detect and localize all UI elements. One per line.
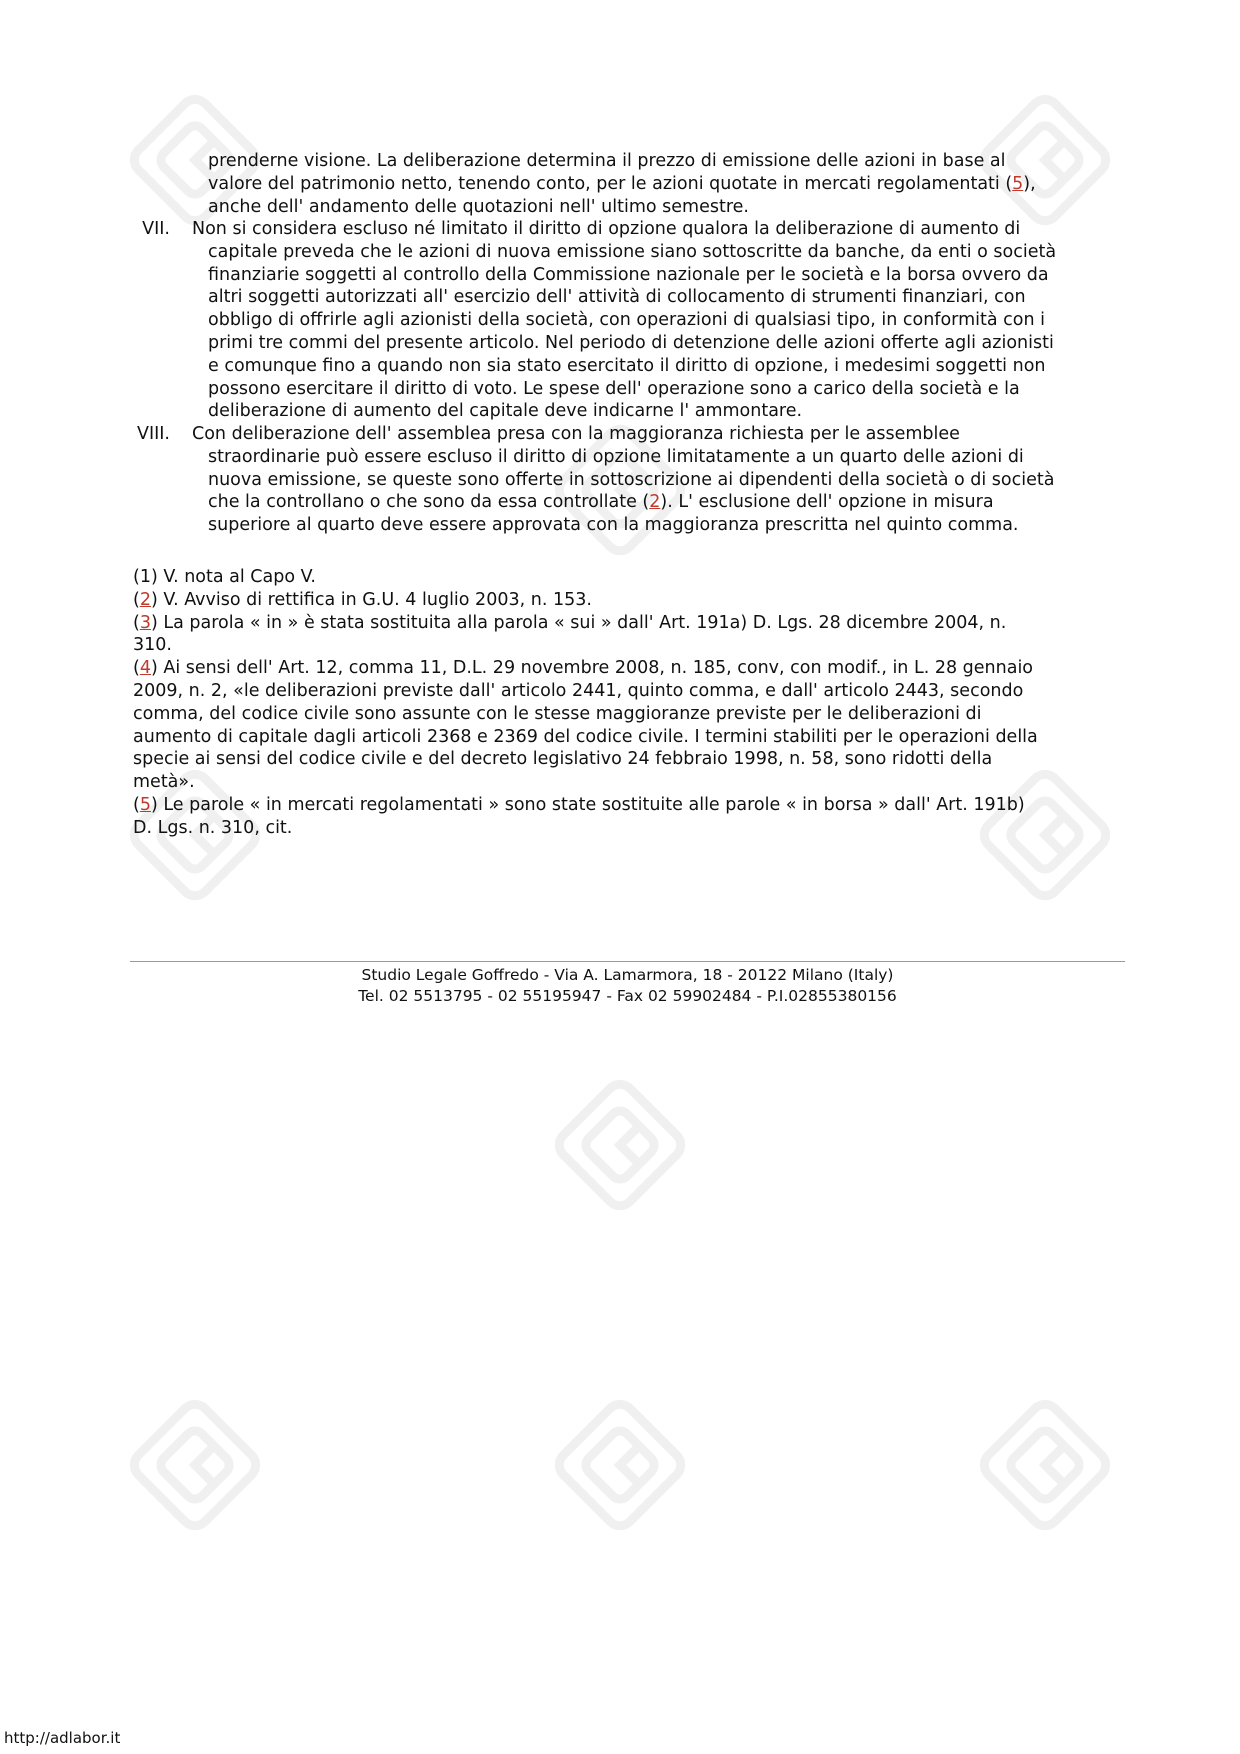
text-line: deliberazione di aumento del capitale deve indicarne l' ammontare.: [208, 401, 803, 422]
footer-divider: [130, 961, 1125, 962]
footnote-line: [133, 703, 1123, 726]
text-line: possono esercitare il diritto di voto. Le spese dell' operazione sono a carico della società e la: [208, 378, 1020, 399]
text-segment: (: [133, 612, 140, 633]
text-segment: ) Le parole « in mercati regolamentati » sono state sostituite alle parole « in borsa » dall' Art. 191b): [150, 794, 1025, 815]
text-segment: valore del patrimonio netto, tenendo conto, per le azioni quotate in mercati regolamentati (: [208, 173, 1013, 194]
footnote-link-5[interactable]: 5: [139, 794, 151, 815]
text-line: [208, 173, 1036, 196]
list-marker-viii: VIII.: [136, 424, 170, 444]
text-line: [208, 491, 1054, 514]
text-segment: metà».: [133, 772, 195, 793]
text-line: anche dell' andamento delle quotazioni nell' ultimo semestre.: [208, 196, 749, 217]
text-segment: ) V. Avviso di rettifica in G.U. 4 luglio 2003, n. 153.: [150, 589, 592, 610]
text-line: Con deliberazione dell' assemblea presa con la maggioranza richiesta per le assemblee: [192, 424, 960, 444]
text-segment: aumento di capitale dagli articoli 2368 e 2369 del codice civile. I termini stabiliti per le operazioni della: [133, 726, 1038, 747]
text-segment: D. Lgs. n. 310, cit.: [133, 817, 293, 838]
site-url: http://adlabor.it: [4, 1729, 121, 1747]
footnote-line: [133, 748, 1123, 771]
text-segment: (: [133, 589, 140, 610]
footnotes: [133, 566, 1123, 840]
text-line: capitale preveda che le azioni di nuova emissione siano sottoscritte da banche, da enti o società: [208, 241, 1057, 262]
text-line: obbligo di offrirle agli azionisti della società, con operazioni di qualsiasi tipo, in conformità con i: [208, 310, 1045, 331]
footnote-line: [133, 634, 1123, 657]
text-segment: comma, del codice civile sono assunte con le stesse maggioranze previste per le deliberazioni di: [133, 703, 982, 724]
footnote-line: [133, 657, 1123, 680]
text-line: nuova emissione, se queste sono offerte in sottoscrizione ai dipendenti della società o di società: [208, 469, 1055, 490]
page-footer: [130, 965, 1125, 1006]
list-item-vii-body: [208, 241, 1056, 423]
text-segment: ). L' esclusione dell' opzione in misura: [660, 492, 994, 513]
footnote-link-5[interactable]: 5: [1012, 173, 1024, 194]
footnote-line: [133, 612, 1123, 635]
list-item-viii-body: [208, 446, 1054, 537]
text-line: altri soggetti autorizzati all' esercizio dell' attività di collocamento di strumenti finanziari, con: [208, 287, 1026, 308]
list-marker-vii: VII.: [142, 219, 170, 239]
footnote-line: [133, 794, 1123, 817]
text-line: superiore al quarto deve essere approvata con la maggioranza prescritta nel quinto comma.: [208, 515, 1019, 536]
text-line: straordinarie può essere escluso il diritto di opzione limitatamente a un quarto delle azioni di: [208, 446, 1024, 467]
footnote-line: [133, 680, 1123, 703]
footer-address: Studio Legale Goffredo - Via A. Lamarmora, 18 - 20122 Milano (Italy): [361, 966, 894, 984]
list-item-viii: [192, 423, 960, 446]
footnote-line: [133, 771, 1123, 794]
text-segment: 2009, n. 2, «le deliberazioni previste dall' articolo 2441, quinto comma, e dall' articolo 2443, secondo: [133, 680, 1024, 701]
footnote-line: [133, 566, 1123, 589]
text-segment: (: [133, 658, 140, 679]
footnote-link-2[interactable]: 2: [649, 492, 661, 513]
text-segment: ),: [1023, 173, 1036, 194]
footnote-line: [133, 589, 1123, 612]
text-segment: (: [133, 794, 140, 815]
text-line: e comunque fino a quando non sia stato esercitato il diritto di opzione, i medesimi soggetti non: [208, 355, 1046, 376]
text-segment: ) Ai sensi dell' Art. 12, comma 11, D.L. 29 novembre 2008, n. 185, conv, con modif., in L. 28 gennaio: [150, 658, 1034, 679]
text-line: finanziarie soggetti al controllo della Commissione nazionale per le società e la borsa ovvero da: [208, 264, 1049, 285]
text-line: prenderne visione. La deliberazione determina il prezzo di emissione delle azioni in base al: [208, 151, 1006, 171]
footer-contacts: Tel. 02 5513795 - 02 55195947 - Fax 02 59902484 - P.I.02855380156: [358, 986, 897, 1005]
footnote-line: [133, 726, 1123, 749]
text-segment: ) La parola « in » è stata sostituita alla parola « sui » dall' Art. 191a) D. Lgs. 28 dicembre 2004, n.: [150, 612, 1007, 633]
list-item-vii: [192, 218, 1020, 241]
list-item-continuation: [208, 150, 1036, 218]
footnote-link-3[interactable]: 3: [139, 612, 151, 633]
footnote-link-2[interactable]: 2: [139, 589, 151, 610]
text-line: primi tre commi del presente articolo. Nel periodo di detenzione delle azioni offerte agli azionisti: [208, 332, 1054, 353]
text-segment: 310.: [133, 635, 172, 656]
text-segment: che la controllano o che sono da essa controllate (: [208, 492, 650, 513]
footnote-line: [133, 817, 1123, 840]
footnote-link-4[interactable]: 4: [139, 658, 151, 679]
text-segment: specie ai sensi del codice civile e del decreto legislativo 24 febbraio 1998, n. 58, sono ridotti della: [133, 749, 993, 770]
text-line: Non si considera escluso né limitato il diritto di opzione qualora la deliberazione di aumento di: [192, 219, 1021, 239]
text-segment: (1) V. nota al Capo V.: [133, 567, 316, 587]
